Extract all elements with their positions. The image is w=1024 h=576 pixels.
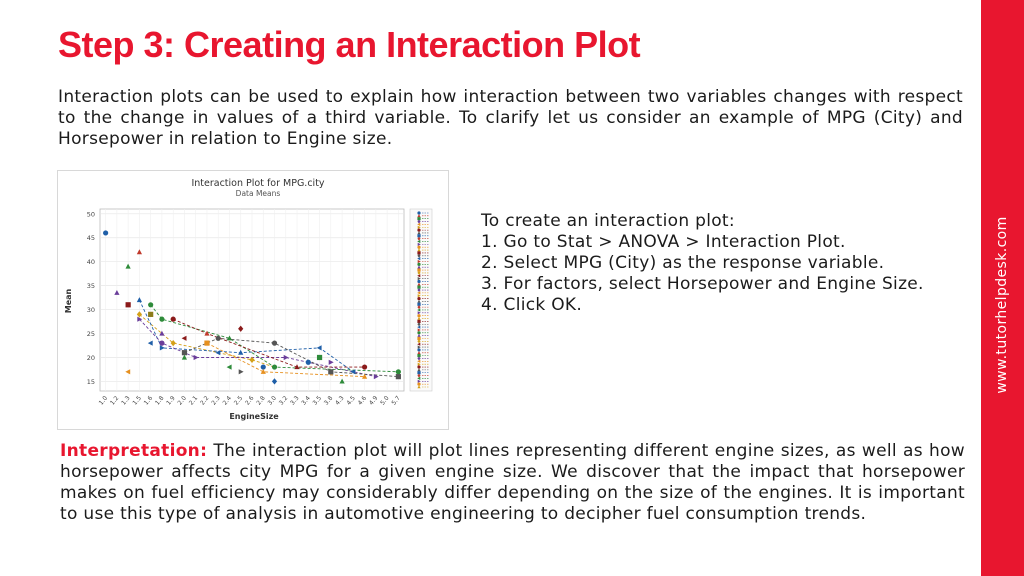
x-tick-label: 1.6: [142, 394, 155, 407]
chart-legend: [410, 209, 432, 391]
x-tick-label: 2.0: [176, 394, 188, 407]
data-point: [103, 230, 108, 235]
data-point: [216, 336, 221, 341]
step-3: 3. For factors, select Horsepower and Engine Size.: [481, 274, 924, 294]
intro-paragraph: Interaction plots can be used to explain how interaction between two variables changes with respect to the change in values of a third variable. To clarify let us consider an example of MPG (City) and Horsepower in relation to Engine size.: [58, 87, 963, 149]
legend-box: [410, 209, 432, 391]
data-point: [159, 317, 164, 322]
x-tick-label: 5.0: [379, 394, 391, 407]
data-point: [272, 364, 277, 369]
data-point: [362, 364, 367, 369]
x-tick-label: 2.4: [221, 394, 234, 407]
x-tick-label: 2.1: [187, 394, 200, 407]
x-tick-label: 2.3: [210, 394, 222, 407]
steps-heading: To create an interaction plot:: [481, 211, 735, 231]
chart-subtitle: Data Means: [235, 189, 281, 198]
x-tick-label: 2.5: [232, 394, 245, 407]
x-tick-label: 1.9: [165, 394, 177, 407]
x-tick-label: 1.0: [97, 394, 110, 407]
y-tick-label: 20: [86, 353, 95, 362]
y-tick-label: 45: [86, 234, 95, 243]
data-point: [328, 369, 333, 374]
data-point: [171, 317, 176, 322]
data-point: [272, 341, 277, 346]
steps-list: [481, 211, 933, 316]
legend-marker: [417, 297, 420, 300]
data-point: [204, 341, 209, 346]
x-tick-label: 5.7: [390, 394, 402, 407]
chart-title: Interaction Plot for MPG.city: [191, 178, 325, 189]
x-tick-label: 2.2: [198, 394, 211, 407]
interaction-plot-svg: [58, 171, 448, 429]
x-tick-label: 1.8: [153, 394, 166, 407]
x-tick-label: 3.5: [311, 394, 324, 407]
y-tick-label: 40: [86, 258, 95, 267]
interaction-plot-figure: [57, 170, 449, 430]
data-point: [126, 302, 131, 307]
x-tick-label: 2.8: [255, 394, 267, 407]
slide-title: Step 3: Creating an Interaction Plot: [58, 24, 641, 65]
x-tick-label: 4.9: [367, 394, 380, 407]
data-point: [148, 302, 153, 307]
data-point: [396, 369, 401, 374]
chart-xlabel: EngineSize: [229, 412, 279, 421]
x-tick-label: 2.6: [244, 394, 256, 407]
x-tick-label: 1.3: [120, 394, 132, 407]
interpretation-paragraph: [60, 441, 965, 525]
interpretation-label: Interpretation:: [60, 441, 208, 461]
y-tick-label: 25: [86, 330, 95, 339]
data-point: [148, 312, 153, 317]
data-point: [396, 374, 401, 379]
x-tick-label: 3.4: [300, 394, 312, 407]
x-tick-label: 4.5: [345, 394, 357, 407]
y-tick-label: 15: [86, 377, 95, 386]
website-url: www.tutorhelpdesk.com: [994, 216, 1010, 394]
chart-ylabel: Mean: [64, 288, 73, 314]
step-4: 4. Click OK.: [481, 295, 583, 315]
x-tick-label: 3.2: [277, 394, 290, 407]
y-tick-label: 35: [86, 282, 95, 291]
y-tick-label: 30: [86, 306, 95, 315]
data-point: [261, 364, 266, 369]
step-1: 1. Go to Stat > ANOVA > Interaction Plot.: [481, 232, 846, 252]
step-2: 2. Select MPG (City) as the response variable.: [481, 253, 885, 273]
x-tick-label: 3.8: [322, 394, 335, 407]
x-tick-label: 4.3: [334, 394, 346, 407]
data-point: [182, 350, 187, 355]
interpretation-text: The interaction plot will plot lines representing different engine sizes, as well as how horsepower affects city MPG for a given engine size. We discover that the impact that horsepower makes on fuel efficiency may considerably differ depending on the size of the engines. It is important to use this type of analysis in automotive engineering to decipher fuel consumption trends.: [60, 441, 965, 524]
x-tick-label: 3.0: [266, 394, 279, 407]
x-tick-label: 4.6: [356, 394, 369, 407]
plot-area: [87, 209, 404, 407]
x-tick-label: 1.5: [131, 394, 143, 407]
data-point: [317, 355, 322, 360]
data-point: [159, 341, 164, 346]
y-tick-label: 50: [86, 210, 95, 219]
legend-marker: [417, 280, 420, 283]
x-tick-label: 1.2: [108, 394, 121, 407]
x-tick-label: 3.3: [289, 394, 301, 407]
data-point: [306, 360, 311, 365]
